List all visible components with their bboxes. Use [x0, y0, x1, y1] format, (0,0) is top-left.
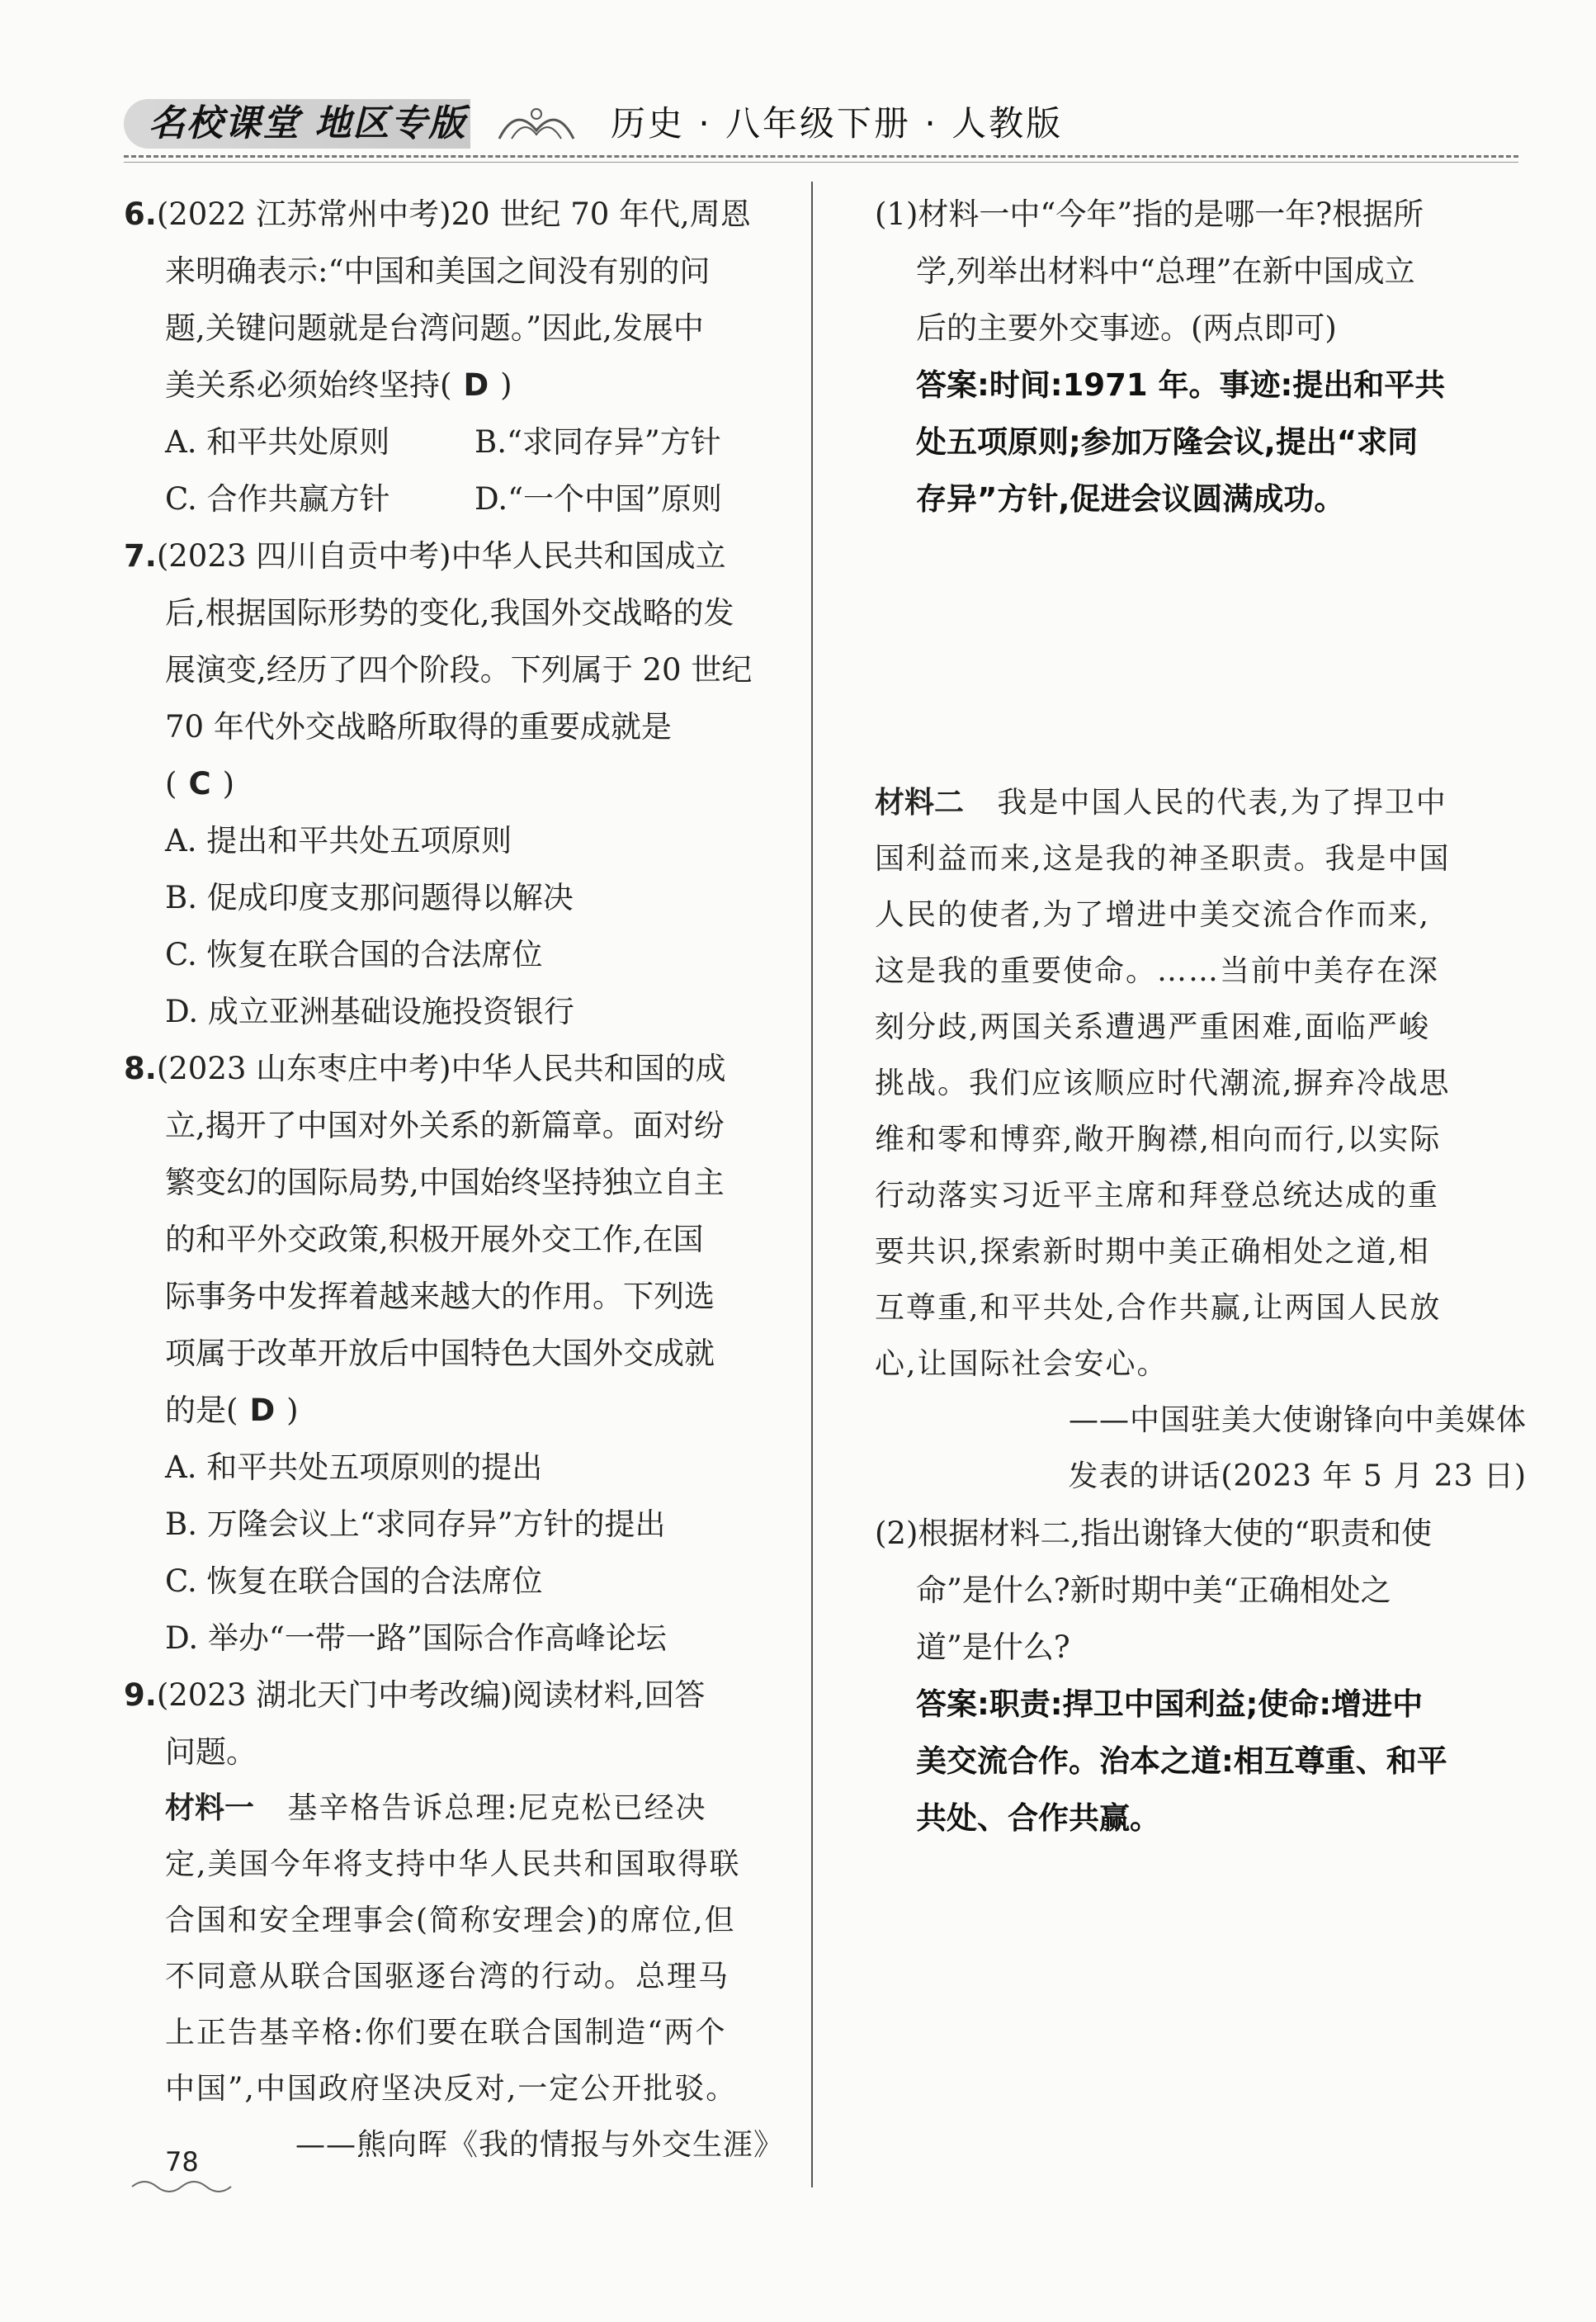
- question-number: 8.: [124, 1051, 157, 1086]
- question-line: 际事务中发挥着越来越大的作用。下列选: [165, 1279, 715, 1314]
- question-text: ): [222, 766, 235, 802]
- material-2: [875, 775, 1527, 1505]
- question-line: [124, 186, 784, 243]
- question-text: 的是(: [165, 1393, 238, 1428]
- ornament-icon: [491, 97, 582, 149]
- question-line: 命”是什么?新时期中美“正确相处之: [916, 1572, 1391, 1608]
- question-line: 繁变幻的国际局势,中国始终坚持独立自主: [165, 1165, 725, 1200]
- question-text: (2022 江苏常州中考)20 世纪 70 年代,周恩: [156, 196, 751, 232]
- material-text: 我是中国人民的代表,为了捍卫中: [997, 786, 1447, 820]
- question-line: [124, 1382, 784, 1439]
- column-divider: [811, 182, 813, 2187]
- question-line: 后的主要外交事迹。(两点即可): [916, 310, 1337, 346]
- material-line: 维和零和博弈,敞开胸襟,相向而行,以实际: [875, 1123, 1442, 1156]
- options-row: [124, 471, 784, 527]
- question-number: 9.: [124, 1677, 157, 1713]
- material-line: 挑战。我们应该顺应时代潮流,摒弃冷战思: [875, 1066, 1451, 1100]
- material-line: [875, 775, 1527, 831]
- option-b: B. 万隆会议上“求同存异”方针的提出: [165, 1506, 666, 1542]
- question-number: 7.: [124, 538, 157, 574]
- question-7: [124, 527, 784, 1040]
- options-row: [124, 414, 784, 471]
- option-c: C. 恢复在联合国的合法席位: [165, 1563, 543, 1599]
- question-text: 美关系必须始终坚持(: [165, 367, 452, 403]
- question-line: (2)根据材料二,指出谢锋大使的“职责和使: [875, 1516, 1433, 1551]
- subject-title: 历史 · 八年级下册 · 人教版: [611, 103, 1064, 144]
- question-text: ): [500, 367, 512, 403]
- material-line: 刻分歧,两国关系遭遇严重困难,面临严峻: [875, 1010, 1430, 1044]
- option-a: A. 提出和平共处五项原则: [165, 823, 512, 858]
- question-text: (2023 山东枣庄中考)中华人民共和国的成: [156, 1051, 726, 1086]
- material-label: 材料一: [165, 1791, 255, 1825]
- question-9: [124, 1667, 784, 2173]
- question-line: 展演变,经历了四个阶段。下列属于 20 世纪: [165, 652, 753, 688]
- option-b: B. 促成印度支那问题得以解决: [165, 880, 574, 915]
- question-line: 后,根据国际形势的变化,我国外交战略的发: [165, 595, 734, 631]
- material-line: 定,美国今年将支持中华人民共和国取得联: [165, 1847, 741, 1881]
- answer-letter: D: [249, 1393, 276, 1428]
- question-text: (2023 四川自贡中考)中华人民共和国成立: [156, 538, 726, 574]
- answer-line: 答案:职责:捍卫中国利益;使命:增进中: [916, 1686, 1424, 1722]
- answer-line: 共处、合作共赢。: [916, 1800, 1160, 1836]
- page-header: [124, 83, 1518, 161]
- option-a: A. 和平共处原则: [165, 424, 390, 460]
- question-line: 来明确表示:“中国和美国之间没有别的问: [165, 253, 711, 289]
- material-source: ——中国驻美大使谢锋向中美媒体: [1068, 1403, 1527, 1437]
- subquestion-2: [875, 1505, 1527, 1676]
- question-line: [124, 357, 784, 414]
- left-column: [124, 186, 784, 2173]
- option-d: D. 举办“一带一路”国际合作高峰论坛: [165, 1620, 667, 1656]
- answer-letter: D: [463, 367, 489, 403]
- material-line: 互尊重,和平共处,合作共赢,让两国人民放: [875, 1291, 1442, 1325]
- option-d: D. 成立亚洲基础设施投资银行: [165, 994, 574, 1029]
- question-text: ): [286, 1393, 299, 1428]
- question-8: [124, 1040, 784, 1667]
- question-text: (2023 湖北天门中考改编)阅读材料,回答: [156, 1677, 706, 1713]
- question-line: 立,揭开了中国对外关系的新篇章。面对纷: [165, 1108, 725, 1143]
- material-line: 中国”,中国政府坚决反对,一定公开批驳。: [165, 2072, 738, 2106]
- material-line: 国利益而来,这是我的神圣职责。我是中国: [875, 842, 1451, 876]
- material-line: [124, 1781, 784, 1837]
- answer-line: 处五项原则;参加万隆会议,提出“求同: [916, 424, 1419, 460]
- brand-banner: 名校课堂 地区专版: [124, 99, 470, 149]
- material-line: 心,让国际社会安心。: [875, 1347, 1169, 1381]
- option-b: B.“求同存异”方针: [475, 424, 721, 460]
- question-text: (: [165, 766, 177, 802]
- question-line: (1)材料一中“今年”指的是哪一年?根据所: [875, 196, 1424, 232]
- ornament-icon: [128, 2175, 235, 2198]
- question-line: [124, 755, 784, 812]
- question-line: 70 年代外交战略所取得的重要成就是: [165, 709, 672, 745]
- question-line: 题,关键问题就是台湾问题。”因此,发展中: [165, 310, 704, 346]
- material-line: 合国和安全理事会(简称安理会)的席位,但: [165, 1903, 736, 1937]
- answer-line: 存异”方针,促进会议圆满成功。: [916, 481, 1345, 517]
- material-line: 人民的使者,为了增进中美交流合作而来,: [875, 898, 1430, 932]
- answer-line: 美交流合作。治本之道:相互尊重、和平: [916, 1743, 1447, 1779]
- right-column: [875, 186, 1527, 1847]
- option-d: D.“一个中国”原则: [475, 481, 722, 517]
- answer-line: 答案:时间:1971 年。事迹:提出和平共: [916, 367, 1446, 403]
- answer-1: [875, 357, 1527, 527]
- question-line: 项属于改革开放后中国特色大国外交成就: [165, 1336, 715, 1371]
- header-rule: [124, 162, 1518, 163]
- page-number: 78: [165, 2146, 199, 2178]
- material-label: 材料二: [875, 786, 965, 820]
- option-a: A. 和平共处五项原则的提出: [165, 1449, 543, 1485]
- question-line: 的和平外交政策,积极开展外交工作,在国: [165, 1222, 704, 1257]
- question-line: [124, 1040, 784, 1097]
- question-line: 问题。: [165, 1734, 257, 1770]
- answer-letter: C: [188, 766, 211, 802]
- option-c: C. 合作共赢方针: [165, 481, 390, 517]
- question-number: 6.: [124, 196, 157, 232]
- header-dashed-rule: [124, 155, 1518, 158]
- question-line: [124, 1667, 784, 1724]
- material-line: 不同意从联合国驱逐台湾的行动。总理马: [165, 1960, 730, 1993]
- material-line: 上正告基辛格:你们要在联合国制造“两个: [165, 2016, 727, 2050]
- material-line: 要共识,探索新时期中美正确相处之道,相: [875, 1235, 1430, 1269]
- material-line: 行动落实习近平主席和拜登总统达成的重: [875, 1179, 1440, 1213]
- question-line: 道”是什么?: [916, 1629, 1070, 1665]
- question-line: [124, 527, 784, 584]
- answer-space: [875, 527, 1527, 775]
- material-text: 基辛格告诉总理:尼克松已经决: [287, 1791, 707, 1825]
- answer-2: [875, 1676, 1527, 1847]
- subquestion-1: [875, 186, 1527, 357]
- material-line: 这是我的重要使命。……当前中美存在深: [875, 954, 1440, 988]
- question-line: 学,列举出材料中“总理”在新中国成立: [916, 253, 1415, 289]
- material-source: 发表的讲话(2023 年 5 月 23 日): [1068, 1459, 1527, 1493]
- question-6: [124, 186, 784, 527]
- option-c: C. 恢复在联合国的合法席位: [165, 937, 543, 972]
- material-source: ——熊向晖《我的情报与外交生涯》: [295, 2128, 784, 2162]
